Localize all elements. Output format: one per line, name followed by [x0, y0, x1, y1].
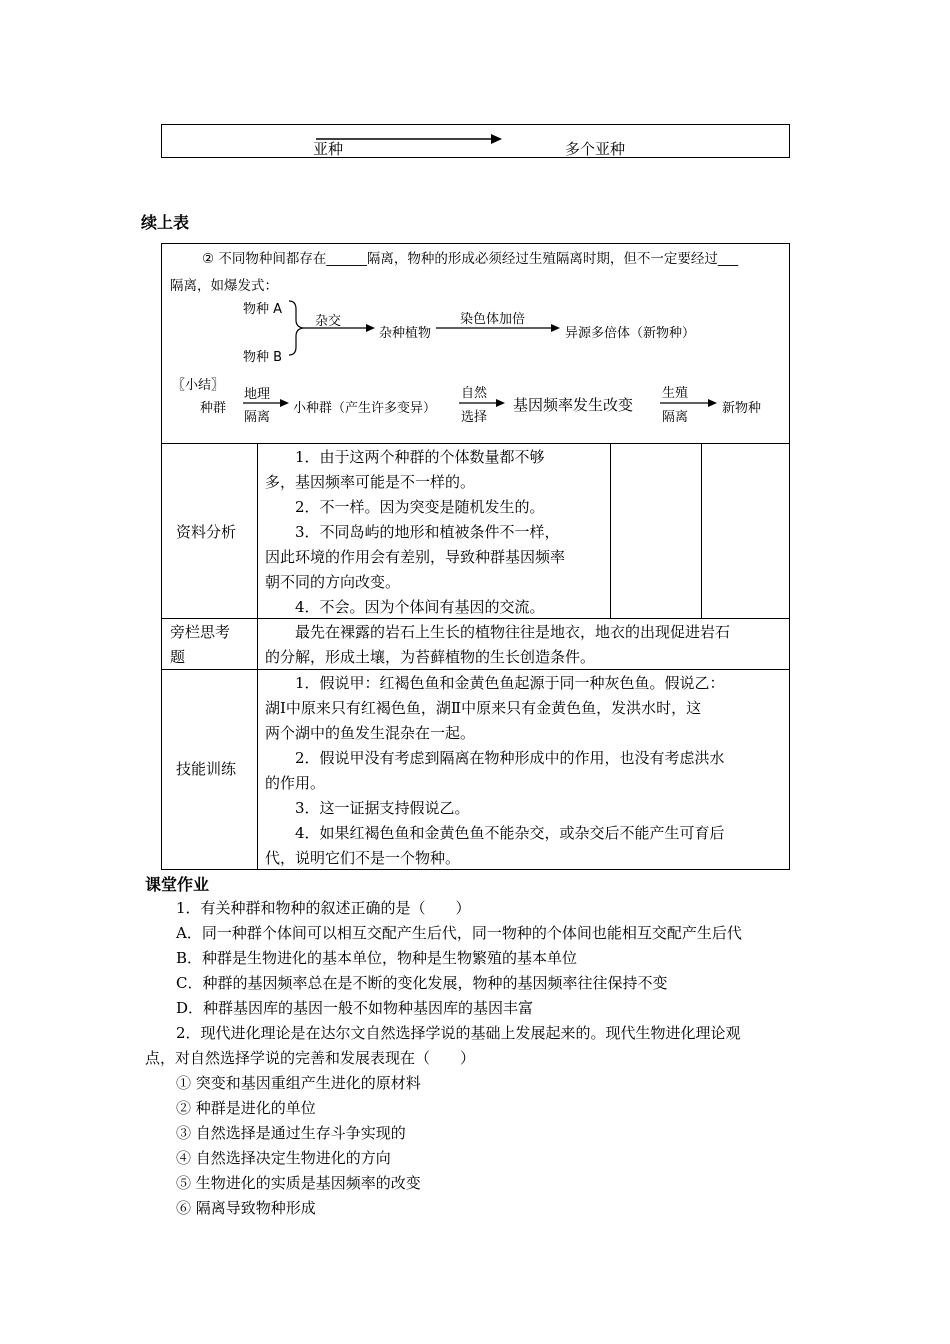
- question-1: 1．有关种群和物种的叙述正确的是（ ）: [176, 899, 471, 917]
- geo-isolation-top: 地理: [244, 387, 271, 402]
- q2-item: ② 种群是进化的单位: [176, 1099, 316, 1117]
- text-line: 3．不同岛屿的地形和植被条件不一样，: [265, 523, 560, 541]
- question-2-line1: 2．现代进化理论是在达尔文自然选择学说的基础上发展起来的。现代生物进化理论观: [176, 1024, 741, 1042]
- repro-isolation-top: 生殖: [662, 386, 689, 401]
- q1-option-b: B．种群是生物进化的基本单位，物种是生物繁殖的基本单位: [176, 949, 578, 967]
- homework-heading: 课堂作业: [145, 875, 210, 894]
- diagram-line1: ② 不同物种间都存在______隔离，物种的形成必须经过生殖隔离时期，但不一定要经过___: [202, 251, 739, 267]
- polyploid-label: 异源多倍体（新物种）: [565, 326, 696, 341]
- q1-option-c: C．种群的基因频率总在是不断的变化发展，物种的基因频率往往保持不变: [176, 974, 668, 992]
- summary-label: 〖小结〗: [172, 378, 225, 393]
- q1-option-d: D．种群基因库的基因一般不如物种基因库的基因丰富: [176, 999, 534, 1017]
- text-line: 1．假说甲：红褐色鱼和金黄色鱼起源于同一种灰色鱼。假说乙：: [265, 674, 725, 692]
- repro-isolation-bottom: 隔离: [662, 410, 689, 425]
- label-line: 题: [170, 648, 186, 666]
- text-line: 朝不同的方向改变。: [265, 573, 401, 591]
- text-line: 4．如果红褐色鱼和金黄色鱼不能杂交，或杂交后不能产生可育后: [265, 824, 725, 842]
- natural-selection-top: 自然: [461, 386, 488, 401]
- text-line: 两个湖中的鱼发生混杂在一起。: [265, 724, 476, 742]
- text-line: 因此环境的作用会有差别，导致种群基因频率: [265, 548, 566, 566]
- doubling-label: 染色体加倍: [460, 312, 526, 327]
- text-line: 多，基因频率可能是不一样的。: [265, 473, 476, 491]
- natural-selection-bottom: 选择: [461, 410, 488, 425]
- text-line: 的作用。: [265, 774, 326, 792]
- population-label: 种群: [200, 401, 227, 416]
- species-a-label: 物种 A: [243, 302, 283, 317]
- q2-item: ③ 自然选择是通过生存斗争实现的: [176, 1124, 406, 1142]
- diagram-line2: 隔离，如爆发式：: [170, 278, 278, 294]
- sidebar-text: [265, 620, 785, 670]
- geo-isolation-bottom: 隔离: [244, 410, 271, 425]
- q2-item: ⑤ 生物进化的实质是基因频率的改变: [176, 1174, 421, 1192]
- question-2-line2: 点，对自然选择学说的完善和发展表现在（ ）: [145, 1049, 476, 1067]
- text-line: 湖Ⅰ中原来只有红褐色鱼，湖Ⅱ中原来只有金黄色鱼，发洪水时，这: [265, 699, 702, 717]
- text-line: 代，说明它们不是一个物种。: [265, 849, 461, 867]
- row-label-skill-training: 技能训练: [176, 760, 237, 778]
- cross-label: 杂交: [315, 314, 342, 329]
- text-line: 2．假说甲没有考虑到隔离在物种形成中的作用，也没有考虑洪水: [265, 749, 725, 767]
- species-b-label: 物种 B: [243, 350, 283, 365]
- q2-item: ⑥ 隔离导致物种形成: [176, 1199, 316, 1217]
- top-right-label: 多个亚种: [565, 140, 626, 158]
- text-line: 4．不会。因为个体间有基因的交流。: [265, 598, 545, 616]
- row-label-data-analysis: 资料分析: [176, 523, 237, 541]
- text-line: 最先在裸露的岩石上生长的植物往往是地衣，地衣的出现促进岩石: [265, 623, 731, 641]
- hybrid-label: 杂种植物: [379, 326, 432, 341]
- text-line: 的分解，形成土壤，为苔藓植物的生长创造条件。: [265, 648, 596, 666]
- continued-heading: 续上表: [141, 213, 190, 232]
- row-label-sidebar: [170, 620, 230, 670]
- q2-item: ④ 自然选择决定生物进化的方向: [176, 1149, 391, 1167]
- label-line: 旁栏思考: [170, 623, 231, 641]
- skill-training-text: [265, 671, 785, 871]
- q2-item: ① 突变和基因重组产生进化的原材料: [176, 1074, 421, 1092]
- data-analysis-text: [265, 445, 605, 620]
- freq-change-label: 基因频率发生改变: [513, 396, 634, 414]
- q1-option-a: A．同一种群个体间可以相互交配产生后代，同一物种的个体间也能相互交配产生后代: [176, 924, 742, 942]
- text-line: 1．由于这两个种群的个体数量都不够: [265, 448, 545, 466]
- text-line: 2．不一样。因为突变是随机发生的。: [265, 498, 545, 516]
- small-population-label: 小种群（产生许多变异）: [293, 401, 437, 416]
- text-line: 3．这一证据支持假说乙。: [265, 799, 470, 817]
- top-left-label: 亚种: [313, 140, 344, 158]
- new-species-label: 新物种: [722, 401, 762, 416]
